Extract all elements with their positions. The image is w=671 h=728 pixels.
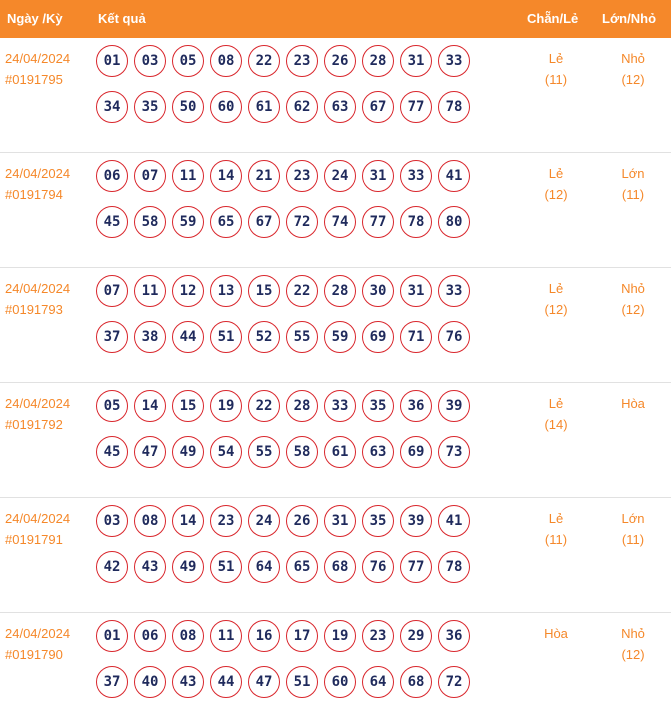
draw-date: 24/04/2024 (5, 511, 71, 526)
number-ball: 50 (172, 91, 204, 123)
number-ball: 47 (248, 666, 280, 698)
number-ball: 23 (210, 505, 242, 537)
even-odd-result: Lẻ (548, 51, 564, 66)
number-ball: 44 (210, 666, 242, 698)
draw-period-link[interactable]: #0191793 (5, 302, 63, 317)
number-ball: 33 (400, 160, 432, 192)
big-small-result: Nhỏ (621, 626, 645, 641)
number-ball: 51 (286, 666, 318, 698)
number-ball: 76 (362, 551, 394, 583)
number-ball: 23 (286, 160, 318, 192)
number-ball: 14 (134, 390, 166, 422)
number-ball: 42 (96, 551, 128, 583)
result-numbers (96, 620, 486, 698)
number-ball: 62 (286, 91, 318, 123)
number-ball: 11 (134, 275, 166, 307)
number-ball: 34 (96, 91, 128, 123)
number-ball: 64 (248, 551, 280, 583)
number-ball: 61 (248, 91, 280, 123)
number-ball: 41 (438, 160, 470, 192)
number-ball: 33 (438, 275, 470, 307)
number-ball: 06 (96, 160, 128, 192)
number-ball: 30 (362, 275, 394, 307)
number-ball: 14 (210, 160, 242, 192)
number-ball: 16 (248, 620, 280, 652)
number-ball: 05 (96, 390, 128, 422)
number-ball: 31 (400, 45, 432, 77)
number-ball: 61 (324, 436, 356, 468)
number-ball: 35 (134, 91, 166, 123)
number-ball: 01 (96, 620, 128, 652)
big-small-count: (12) (621, 302, 645, 317)
draw-date: 24/04/2024 (5, 626, 71, 641)
result-numbers (96, 275, 486, 353)
big-small-cell (608, 278, 658, 320)
number-ball: 44 (172, 321, 204, 353)
number-ball: 33 (438, 45, 470, 77)
header-result: Kết quả (98, 11, 146, 26)
number-ball: 24 (248, 505, 280, 537)
result-numbers (96, 45, 486, 123)
even-odd-cell (531, 48, 581, 90)
number-ball: 45 (96, 206, 128, 238)
big-small-count: (11) (621, 187, 645, 202)
even-odd-cell (531, 508, 581, 550)
number-ball: 23 (286, 45, 318, 77)
draw-date: 24/04/2024 (5, 166, 71, 181)
table-row (0, 38, 671, 153)
number-ball: 65 (286, 551, 318, 583)
header-big-small: Lớn/Nhỏ (602, 11, 657, 26)
draw-period-link[interactable]: #0191795 (5, 72, 63, 87)
table-row (0, 498, 671, 613)
result-numbers (96, 160, 486, 238)
date-period-cell (5, 508, 70, 550)
number-ball: 43 (172, 666, 204, 698)
number-ball: 28 (324, 275, 356, 307)
number-ball: 60 (324, 666, 356, 698)
number-ball: 24 (324, 160, 356, 192)
number-ball: 59 (172, 206, 204, 238)
big-small-cell (608, 623, 658, 665)
number-ball: 39 (400, 505, 432, 537)
date-period-cell (5, 278, 70, 320)
big-small-result: Lớn (621, 511, 645, 526)
number-ball: 08 (210, 45, 242, 77)
number-ball: 21 (248, 160, 280, 192)
number-ball: 55 (248, 436, 280, 468)
number-ball: 45 (96, 436, 128, 468)
draw-date: 24/04/2024 (5, 396, 71, 411)
big-small-cell (608, 393, 658, 414)
big-small-result: Nhỏ (621, 281, 645, 296)
number-ball: 73 (438, 436, 470, 468)
big-small-cell (608, 163, 658, 205)
even-odd-result: Lẻ (548, 166, 564, 181)
number-ball: 15 (248, 275, 280, 307)
even-odd-result: Lẻ (548, 396, 564, 411)
draw-date: 24/04/2024 (5, 51, 71, 66)
number-ball: 68 (324, 551, 356, 583)
number-ball: 26 (286, 505, 318, 537)
number-ball: 36 (438, 620, 470, 652)
number-ball: 41 (438, 505, 470, 537)
number-ball: 03 (96, 505, 128, 537)
even-odd-cell (531, 163, 581, 205)
table-row (0, 383, 671, 498)
number-ball: 60 (210, 91, 242, 123)
number-ball: 76 (438, 321, 470, 353)
number-ball: 51 (210, 321, 242, 353)
number-ball: 78 (438, 551, 470, 583)
results-table-body (0, 38, 671, 728)
draw-period-link[interactable]: #0191794 (5, 187, 63, 202)
even-odd-result: Hòa (544, 626, 568, 641)
number-ball: 63 (324, 91, 356, 123)
table-row (0, 153, 671, 268)
number-ball: 23 (362, 620, 394, 652)
date-period-cell (5, 48, 70, 90)
result-numbers (96, 505, 486, 583)
date-period-cell (5, 393, 70, 435)
number-ball: 78 (400, 206, 432, 238)
number-ball: 49 (172, 436, 204, 468)
number-ball: 58 (134, 206, 166, 238)
draw-period-link[interactable]: #0191791 (5, 532, 63, 547)
number-ball: 15 (172, 390, 204, 422)
number-ball: 07 (96, 275, 128, 307)
number-ball: 29 (400, 620, 432, 652)
even-odd-cell (531, 623, 581, 644)
draw-period-link[interactable]: #0191790 (5, 647, 63, 662)
even-odd-result: Lẻ (548, 281, 564, 296)
number-ball: 08 (172, 620, 204, 652)
result-numbers (96, 390, 486, 468)
number-ball: 03 (134, 45, 166, 77)
number-ball: 80 (438, 206, 470, 238)
number-ball: 19 (210, 390, 242, 422)
number-ball: 64 (362, 666, 394, 698)
number-ball: 14 (172, 505, 204, 537)
number-ball: 65 (210, 206, 242, 238)
draw-date: 24/04/2024 (5, 281, 71, 296)
big-small-result: Lớn (621, 166, 645, 181)
header-date-period: Ngày /Kỳ (7, 11, 63, 26)
number-ball: 19 (324, 620, 356, 652)
number-ball: 47 (134, 436, 166, 468)
number-ball: 71 (400, 321, 432, 353)
number-ball: 37 (96, 666, 128, 698)
number-ball: 58 (286, 436, 318, 468)
number-ball: 69 (400, 436, 432, 468)
number-ball: 01 (96, 45, 128, 77)
number-ball: 35 (362, 390, 394, 422)
big-small-count: (11) (621, 532, 645, 547)
number-ball: 11 (172, 160, 204, 192)
number-ball: 13 (210, 275, 242, 307)
number-ball: 37 (96, 321, 128, 353)
number-ball: 78 (438, 91, 470, 123)
date-period-cell (5, 623, 70, 665)
number-ball: 67 (362, 91, 394, 123)
number-ball: 36 (400, 390, 432, 422)
number-ball: 49 (172, 551, 204, 583)
big-small-count: (12) (621, 72, 645, 87)
number-ball: 31 (362, 160, 394, 192)
even-odd-count: (11) (544, 72, 568, 87)
number-ball: 59 (324, 321, 356, 353)
even-odd-count: (12) (544, 187, 568, 202)
even-odd-result: Lẻ (548, 511, 564, 526)
number-ball: 05 (172, 45, 204, 77)
number-ball: 68 (400, 666, 432, 698)
number-ball: 07 (134, 160, 166, 192)
number-ball: 31 (324, 505, 356, 537)
even-odd-cell (531, 393, 581, 435)
big-small-cell (608, 508, 658, 550)
number-ball: 52 (248, 321, 280, 353)
even-odd-count: (14) (544, 417, 568, 432)
number-ball: 26 (324, 45, 356, 77)
number-ball: 51 (210, 551, 242, 583)
number-ball: 06 (134, 620, 166, 652)
date-period-cell (5, 163, 70, 205)
table-row (0, 268, 671, 383)
number-ball: 69 (362, 321, 394, 353)
number-ball: 33 (324, 390, 356, 422)
number-ball: 43 (134, 551, 166, 583)
even-odd-count: (12) (544, 302, 568, 317)
number-ball: 08 (134, 505, 166, 537)
even-odd-count: (11) (544, 532, 568, 547)
number-ball: 12 (172, 275, 204, 307)
big-small-count: (12) (621, 647, 645, 662)
big-small-result: Hòa (621, 396, 645, 411)
number-ball: 63 (362, 436, 394, 468)
number-ball: 67 (248, 206, 280, 238)
number-ball: 28 (286, 390, 318, 422)
number-ball: 55 (286, 321, 318, 353)
number-ball: 31 (400, 275, 432, 307)
big-small-cell (608, 48, 658, 90)
table-header (0, 0, 671, 38)
number-ball: 22 (248, 45, 280, 77)
number-ball: 35 (362, 505, 394, 537)
number-ball: 74 (324, 206, 356, 238)
number-ball: 77 (362, 206, 394, 238)
number-ball: 40 (134, 666, 166, 698)
number-ball: 77 (400, 551, 432, 583)
number-ball: 77 (400, 91, 432, 123)
header-even-odd: Chẵn/Lẻ (527, 11, 579, 26)
number-ball: 72 (286, 206, 318, 238)
number-ball: 11 (210, 620, 242, 652)
number-ball: 38 (134, 321, 166, 353)
number-ball: 22 (286, 275, 318, 307)
number-ball: 54 (210, 436, 242, 468)
number-ball: 17 (286, 620, 318, 652)
number-ball: 22 (248, 390, 280, 422)
draw-period-link[interactable]: #0191792 (5, 417, 63, 432)
even-odd-cell (531, 278, 581, 320)
big-small-result: Nhỏ (621, 51, 645, 66)
number-ball: 39 (438, 390, 470, 422)
number-ball: 28 (362, 45, 394, 77)
number-ball: 72 (438, 666, 470, 698)
